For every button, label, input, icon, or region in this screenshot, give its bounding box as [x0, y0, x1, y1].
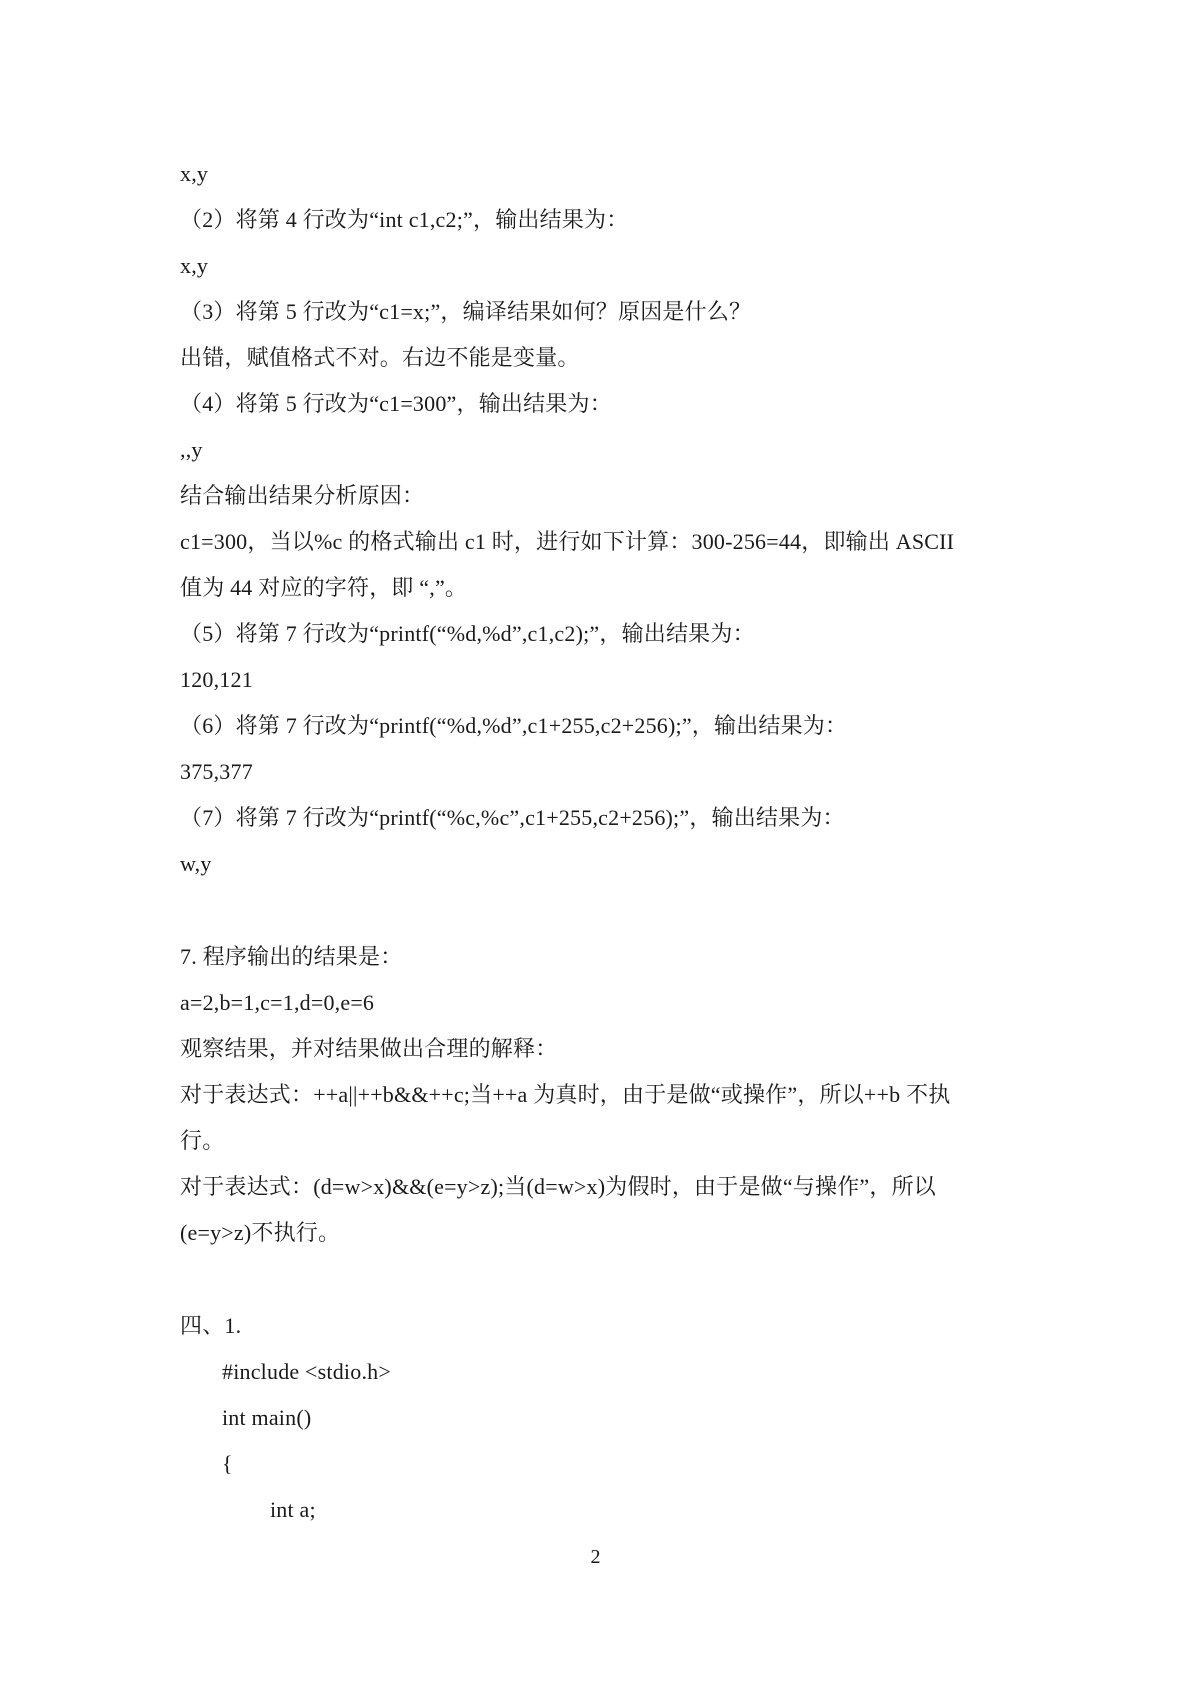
- section-heading-7: 7. 程序输出的结果是：: [180, 944, 403, 969]
- page-number: 2: [590, 1546, 601, 1568]
- question-item-4: （4）将第 5 行改为“c1=300”，输出结果为：: [180, 391, 612, 416]
- section-heading-4-1: 四、1.: [180, 1313, 242, 1338]
- explanation-paragraph-line: 对于表达式：(d=w>x)&&(e=y>z);当(d=w>x)为假时，由于是做“与操作”，所以: [180, 1174, 936, 1199]
- answer-line: 120,121: [180, 667, 253, 692]
- code-line: {: [222, 1451, 233, 1476]
- question-item-6: （6）将第 7 行改为“printf(“%d,%d”,c1+255,c2+256);”，输出结果为：: [180, 713, 848, 738]
- answer-line: x,y: [180, 161, 209, 186]
- explanation-paragraph-line: 对于表达式：++a||++b&&++c;当++a 为真时，由于是做“或操作”，所以++b 不执: [180, 1082, 951, 1107]
- question-item-3: （3）将第 5 行改为“c1=x;”，编译结果如何？原因是什么？: [180, 299, 752, 324]
- question-item-7: （7）将第 7 行改为“printf(“%c,%c”,c1+255,c2+256);”，输出结果为：: [180, 805, 845, 830]
- answer-line: 375,377: [180, 759, 253, 784]
- analysis-paragraph-line: c1=300，当以%c 的格式输出 c1 时，进行如下计算：300-256=44，即输出 ASCII: [180, 529, 955, 554]
- answer-line: 出错，赋值格式不对。右边不能是变量。: [180, 345, 580, 370]
- code-line: #include <stdio.h>: [222, 1359, 391, 1384]
- explanation-heading: 观察结果，并对结果做出合理的解释：: [180, 1036, 558, 1061]
- code-line: int main(): [222, 1405, 312, 1430]
- analysis-paragraph-line: 值为 44 对应的字符，即 “,”。: [180, 575, 468, 600]
- answer-line: x,y: [180, 253, 209, 278]
- code-line: int a;: [270, 1497, 316, 1522]
- explanation-paragraph-line: 行。: [180, 1128, 225, 1153]
- answer-line: w,y: [180, 851, 212, 876]
- output-line: a=2,b=1,c=1,d=0,e=6: [180, 990, 375, 1015]
- question-item-2: （2）将第 4 行改为“int c1,c2;”，输出结果为：: [180, 207, 629, 232]
- question-item-5: （5）将第 7 行改为“printf(“%d,%d”,c1,c2);”，输出结果为：: [180, 621, 755, 646]
- analysis-heading: 结合输出结果分析原因：: [180, 483, 425, 508]
- explanation-paragraph-line: (e=y>z)不执行。: [180, 1220, 341, 1245]
- answer-line: ,,y: [180, 437, 203, 462]
